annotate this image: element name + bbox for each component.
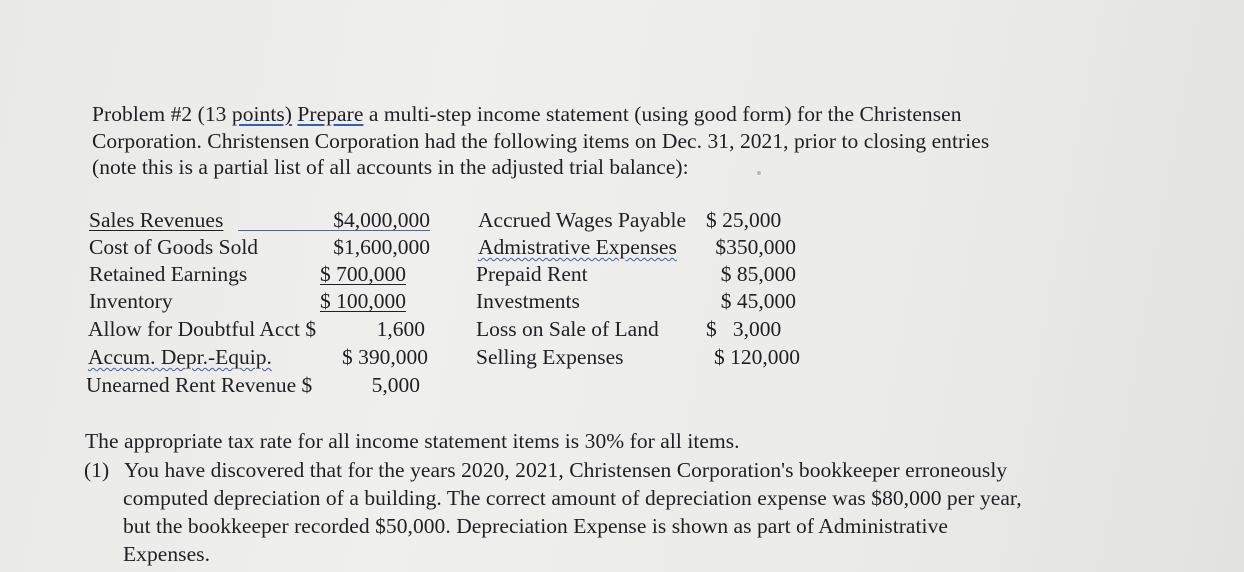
admin-expenses-amount: $350,000	[715, 235, 796, 259]
inventory-label: Inventory	[89, 289, 173, 313]
item-1-line-3: but the bookkeeper recorded $50,000. Depreciation Expense is shown as part of Administrative	[123, 514, 948, 538]
problem-line-3: (note this is a partial list of all accounts in the adjusted trial balance):	[92, 155, 689, 179]
problem-heading-rest: a multi-step income statement (using good form) for the Christensen	[363, 102, 962, 126]
prepare-word: Prepare	[297, 102, 364, 126]
item-1-line-2: computed depreciation of a building. The correct amount of depreciation expense was $80,000 per year,	[123, 486, 1022, 510]
admin-expenses-label: Admistrative Expenses	[478, 235, 677, 259]
unearned-rent-label: Unearned Rent Revenue $	[86, 373, 313, 397]
sales-revenues-amount: $4,000,000	[333, 208, 430, 232]
item-1-number: (1)	[84, 458, 110, 482]
prepaid-rent-amount: $ 85,000	[720, 262, 796, 286]
item-1-line-1: You have discovered that for the years 2020, 2021, Christensen Corporation's bookkeeper erroneously	[124, 458, 1008, 482]
loss-sale-land-amount: $ 3,000	[706, 317, 782, 341]
inventory-amount: $ 100,000	[320, 289, 406, 313]
loss-sale-land-label: Loss on Sale of Land	[476, 317, 659, 341]
allow-doubtful-amount: 1,600	[376, 317, 425, 341]
prepaid-rent-label: Prepaid Rent	[476, 262, 588, 286]
problem-line-2: Corporation. Christensen Corporation had the following items on Dec. 31, 2021, prior to closing entries	[92, 129, 990, 153]
accum-depr-label: Accum. Depr.-Equip.	[88, 345, 272, 369]
retained-earnings-amount: $ 700,000	[320, 262, 406, 286]
tax-rate-note: The appropriate tax rate for all income statement items is 30% for all items.	[85, 429, 740, 453]
stray-dot	[757, 171, 761, 175]
allow-doubtful-label: Allow for Doubtful Acct $	[88, 317, 317, 341]
problem-line-1	[92, 101, 962, 127]
investments-label: Investments	[476, 289, 580, 313]
accrued-wages-label: Accrued Wages Payable	[478, 208, 687, 232]
selling-expenses-label: Selling Expenses	[476, 345, 624, 369]
cogs-amount: $1,600,000	[333, 235, 430, 259]
accrued-wages-amount: $ 25,000	[706, 208, 782, 232]
cogs-label: Cost of Goods Sold	[89, 235, 259, 259]
problem-heading-start: Problem #2 (13	[92, 102, 232, 126]
unearned-rent-amount: 5,000	[371, 373, 420, 397]
item-1-line-4: Expenses.	[123, 542, 211, 566]
accum-depr-amount: $ 390,000	[342, 345, 428, 369]
points-word: points)	[231, 102, 292, 126]
retained-earnings-label: Retained Earnings	[89, 262, 248, 286]
sales-revenues-label: Sales Revenues	[89, 208, 224, 232]
selling-expenses-amount: $ 120,000	[714, 345, 800, 369]
investments-amount: $ 45,000	[720, 289, 796, 313]
